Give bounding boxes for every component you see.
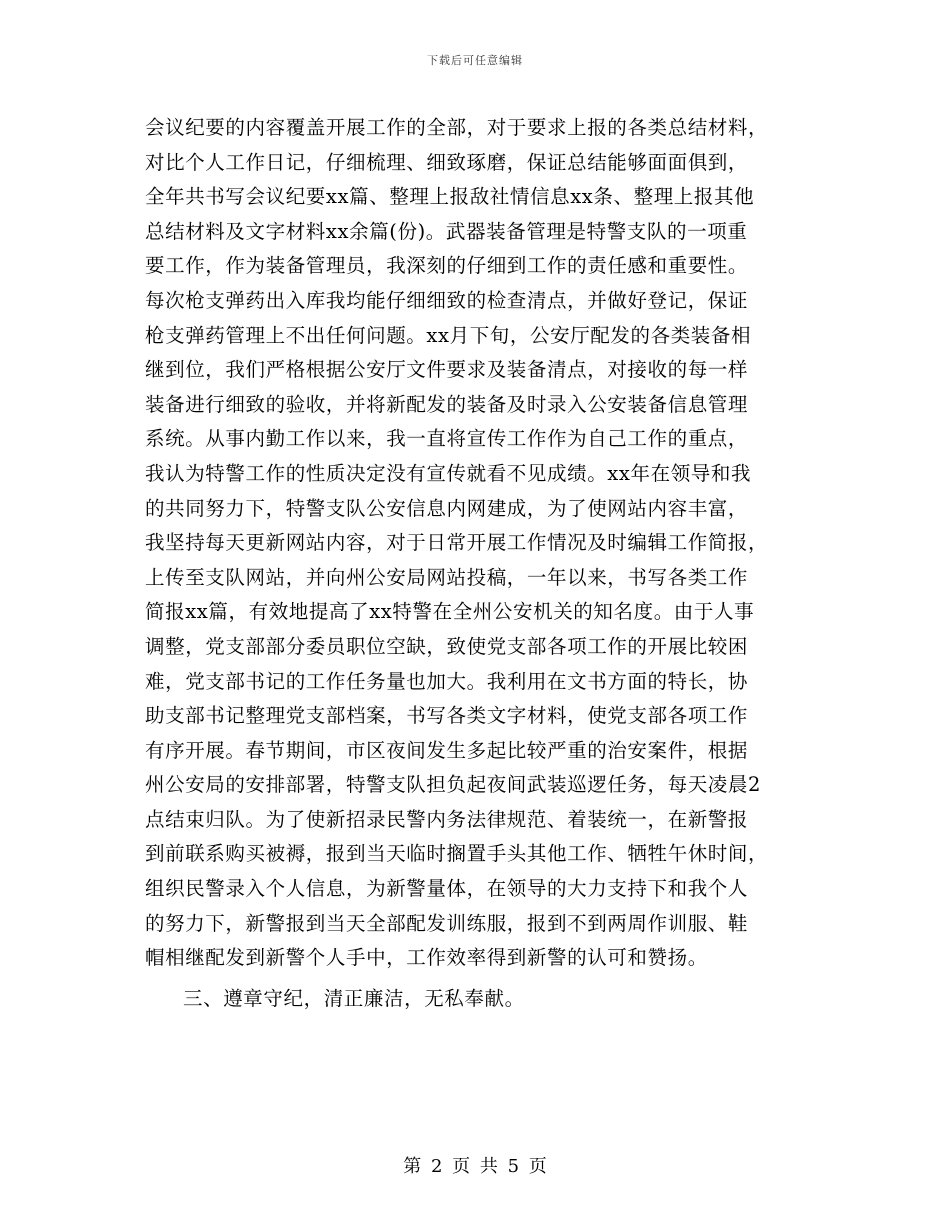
body-line: 组织民警录入个人信息，为新警量体，在领导的大力支持下和我个人 xyxy=(145,877,749,901)
body-line: 有序开展。春节期间，市区夜间发生多起比较严重的治安案件，根据 xyxy=(145,738,749,762)
body-line: 会议纪要的内容覆盖开展工作的全部，对于要求上报的各类总结材料， xyxy=(145,116,769,139)
body-line: 的努力下，新警报到当天全部配发训练服，报到不到两周作训服、鞋 xyxy=(145,911,749,935)
body-line: 到前联系购买被褥，报到当天临时搁置手头其他工作、牺牲午休时间， xyxy=(145,842,769,866)
body-line: 难，党支部书记的工作任务量也加大。我利用在文书方面的特长，协 xyxy=(145,669,749,693)
body-line: 全年共书写会议纪要xx篇、整理上报敌社情信息xx条、整理上报其他 xyxy=(145,185,755,209)
body-line: 的共同努力下，特警支队公安信息内网建成，为了使网站内容丰富， xyxy=(145,496,749,520)
body-line: 帽相继配发到新警个人手中，工作效率得到新警的认可和赞扬。 xyxy=(145,946,708,970)
body-line: 点结束归队。为了使新招录民警内务法律规范、着装统一，在新警报 xyxy=(145,807,749,831)
body-line: 继到位，我们严格根据公安厅文件要求及装备清点，对接收的每一样 xyxy=(145,358,749,382)
body-line: 要工作，作为装备管理员，我深刻的仔细到工作的责任感和重要性。 xyxy=(145,254,749,278)
body-line: 枪支弹药管理上不出任何问题。xx月下旬，公安厅配发的各类装备相 xyxy=(145,323,752,347)
body-line: 我坚持每天更新网站内容，对于日常开展工作情况及时编辑工作简报， xyxy=(145,531,769,555)
body-line: 助支部书记整理党支部档案，书写各类文字材料，使党支部各项工作 xyxy=(145,704,749,728)
body-line: 总结材料及文字材料xx余篇(份)。武器装备管理是特警支队的一项重 xyxy=(145,219,748,243)
body-line: 对比个人工作日记，仔细梳理、细致琢磨，保证总结能够面面俱到， xyxy=(145,150,749,174)
section-heading: 三、遵章守纪，清正廉洁，无私奉献。 xyxy=(183,986,525,1010)
body-line: 州公安局的安排部署，特警支队担负起夜间武装巡逻任务，每天凌晨2 xyxy=(145,773,762,797)
body-line: 调整，党支部部分委员职位空缺，致使党支部各项工作的开展比较困 xyxy=(145,634,749,658)
body-line: 我认为特警工作的性质决定没有宣传就看不见成绩。xx年在领导和我 xyxy=(145,461,752,485)
body-line: 上传至支队网站，并向州公安局网站投稿，一年以来，书写各类工作 xyxy=(145,565,749,589)
body-line: 装备进行细致的验收，并将新配发的装备及时录入公安装备信息管理 xyxy=(145,392,749,416)
page-number: 第 2 页 共 5 页 xyxy=(403,1156,547,1177)
page-header: 下载后可任意编辑 xyxy=(427,54,523,67)
body-line: 每次枪支弹药出入库我均能仔细细致的检查清点，并做好登记，保证 xyxy=(145,288,749,312)
body-line: 系统。从事内勤工作以来，我一直将宣传工作作为自己工作的重点， xyxy=(145,427,749,451)
body-line: 简报xx篇，有效地提高了xx特警在全州公安机关的知名度。由于人事 xyxy=(145,600,755,624)
document-body xyxy=(145,111,825,1016)
